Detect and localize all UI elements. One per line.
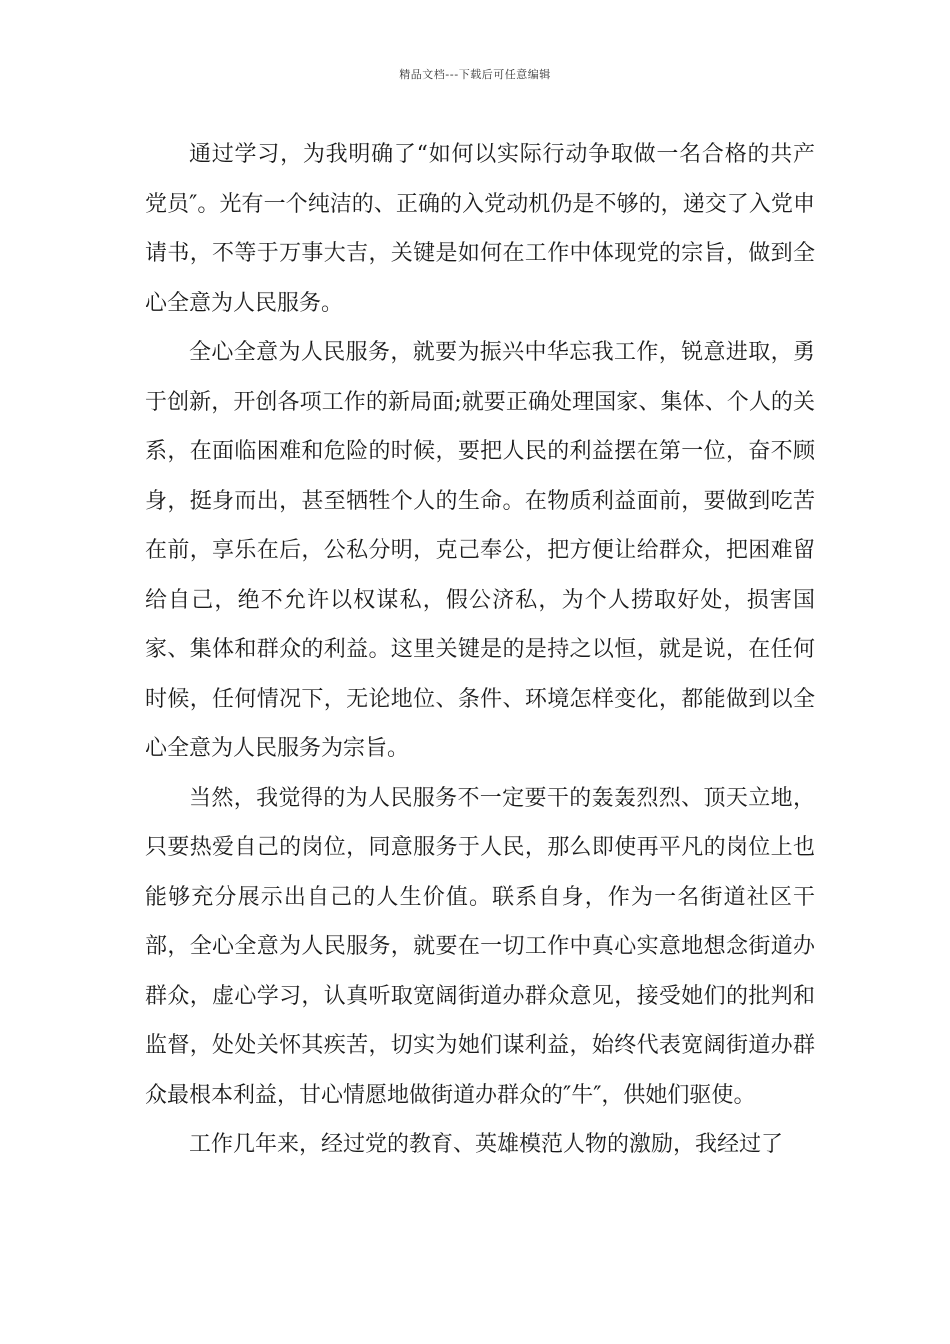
page-header: 精品文档---下载后可任意编辑 [399,68,551,81]
paragraph: 工作几年来，经过党的教育、英雄模范人物的激励，我经过了 [189,1132,784,1157]
document-body [145,130,815,1170]
paragraph: 全心全意为人民服务，就要为振兴中华忘我工作，锐意进取，勇于创新，开创各项工作的新局面;就要正确处理国家、集体、个人的关系，在面临困难和危险的时候，要把人民的利益摆在第一位，奋不顾身，挺身而出，甚至牺牲个人的生命。在物质利益面前，要做到吃苦在前，享乐在后，公私分明，克己奉公，把方便让给群众，把困难留给自己，绝不允许以权谋私，假公济私，为个人捞取好处，损害国家、集体和群众的利益。这里关键是的是持之以恒，就是说，在任何时候，任何情况下，无论地位、条件、环境怎样变化，都能做到以全心全意为人民服务为宗旨。 [145,340,815,761]
paragraph: 当然，我觉得的为人民服务不一定要干的轰轰烈烈、顶天立地，只要热爱自己的岗位，同意服务于人民，那么即使再平凡的岗位上也能够充分展示出自己的人生价值。联系自身，作为一名街道社区干部，全心全意为人民服务，就要在一切工作中真心实意地想念街道办群众，虚心学习，认真听取宽阔街道办群众意见，接受她们的批判和监督，处处关怀其疾苦，切实为她们谋利益，始终代表宽阔街道办群众最根本利益，甘心情愿地做街道办群众的″牛″，供她们驱使。 [145,785,815,1108]
paragraph: 通过学习，为我明确了“如何以实际行动争取做一名合格的共产党员″。光有一个纯洁的、正确的入党动机仍是不够的，递交了入党申请书，不等于万事大吉，关键是如何在工作中体现党的宗旨，做到全心全意为人民服务。 [145,142,815,316]
